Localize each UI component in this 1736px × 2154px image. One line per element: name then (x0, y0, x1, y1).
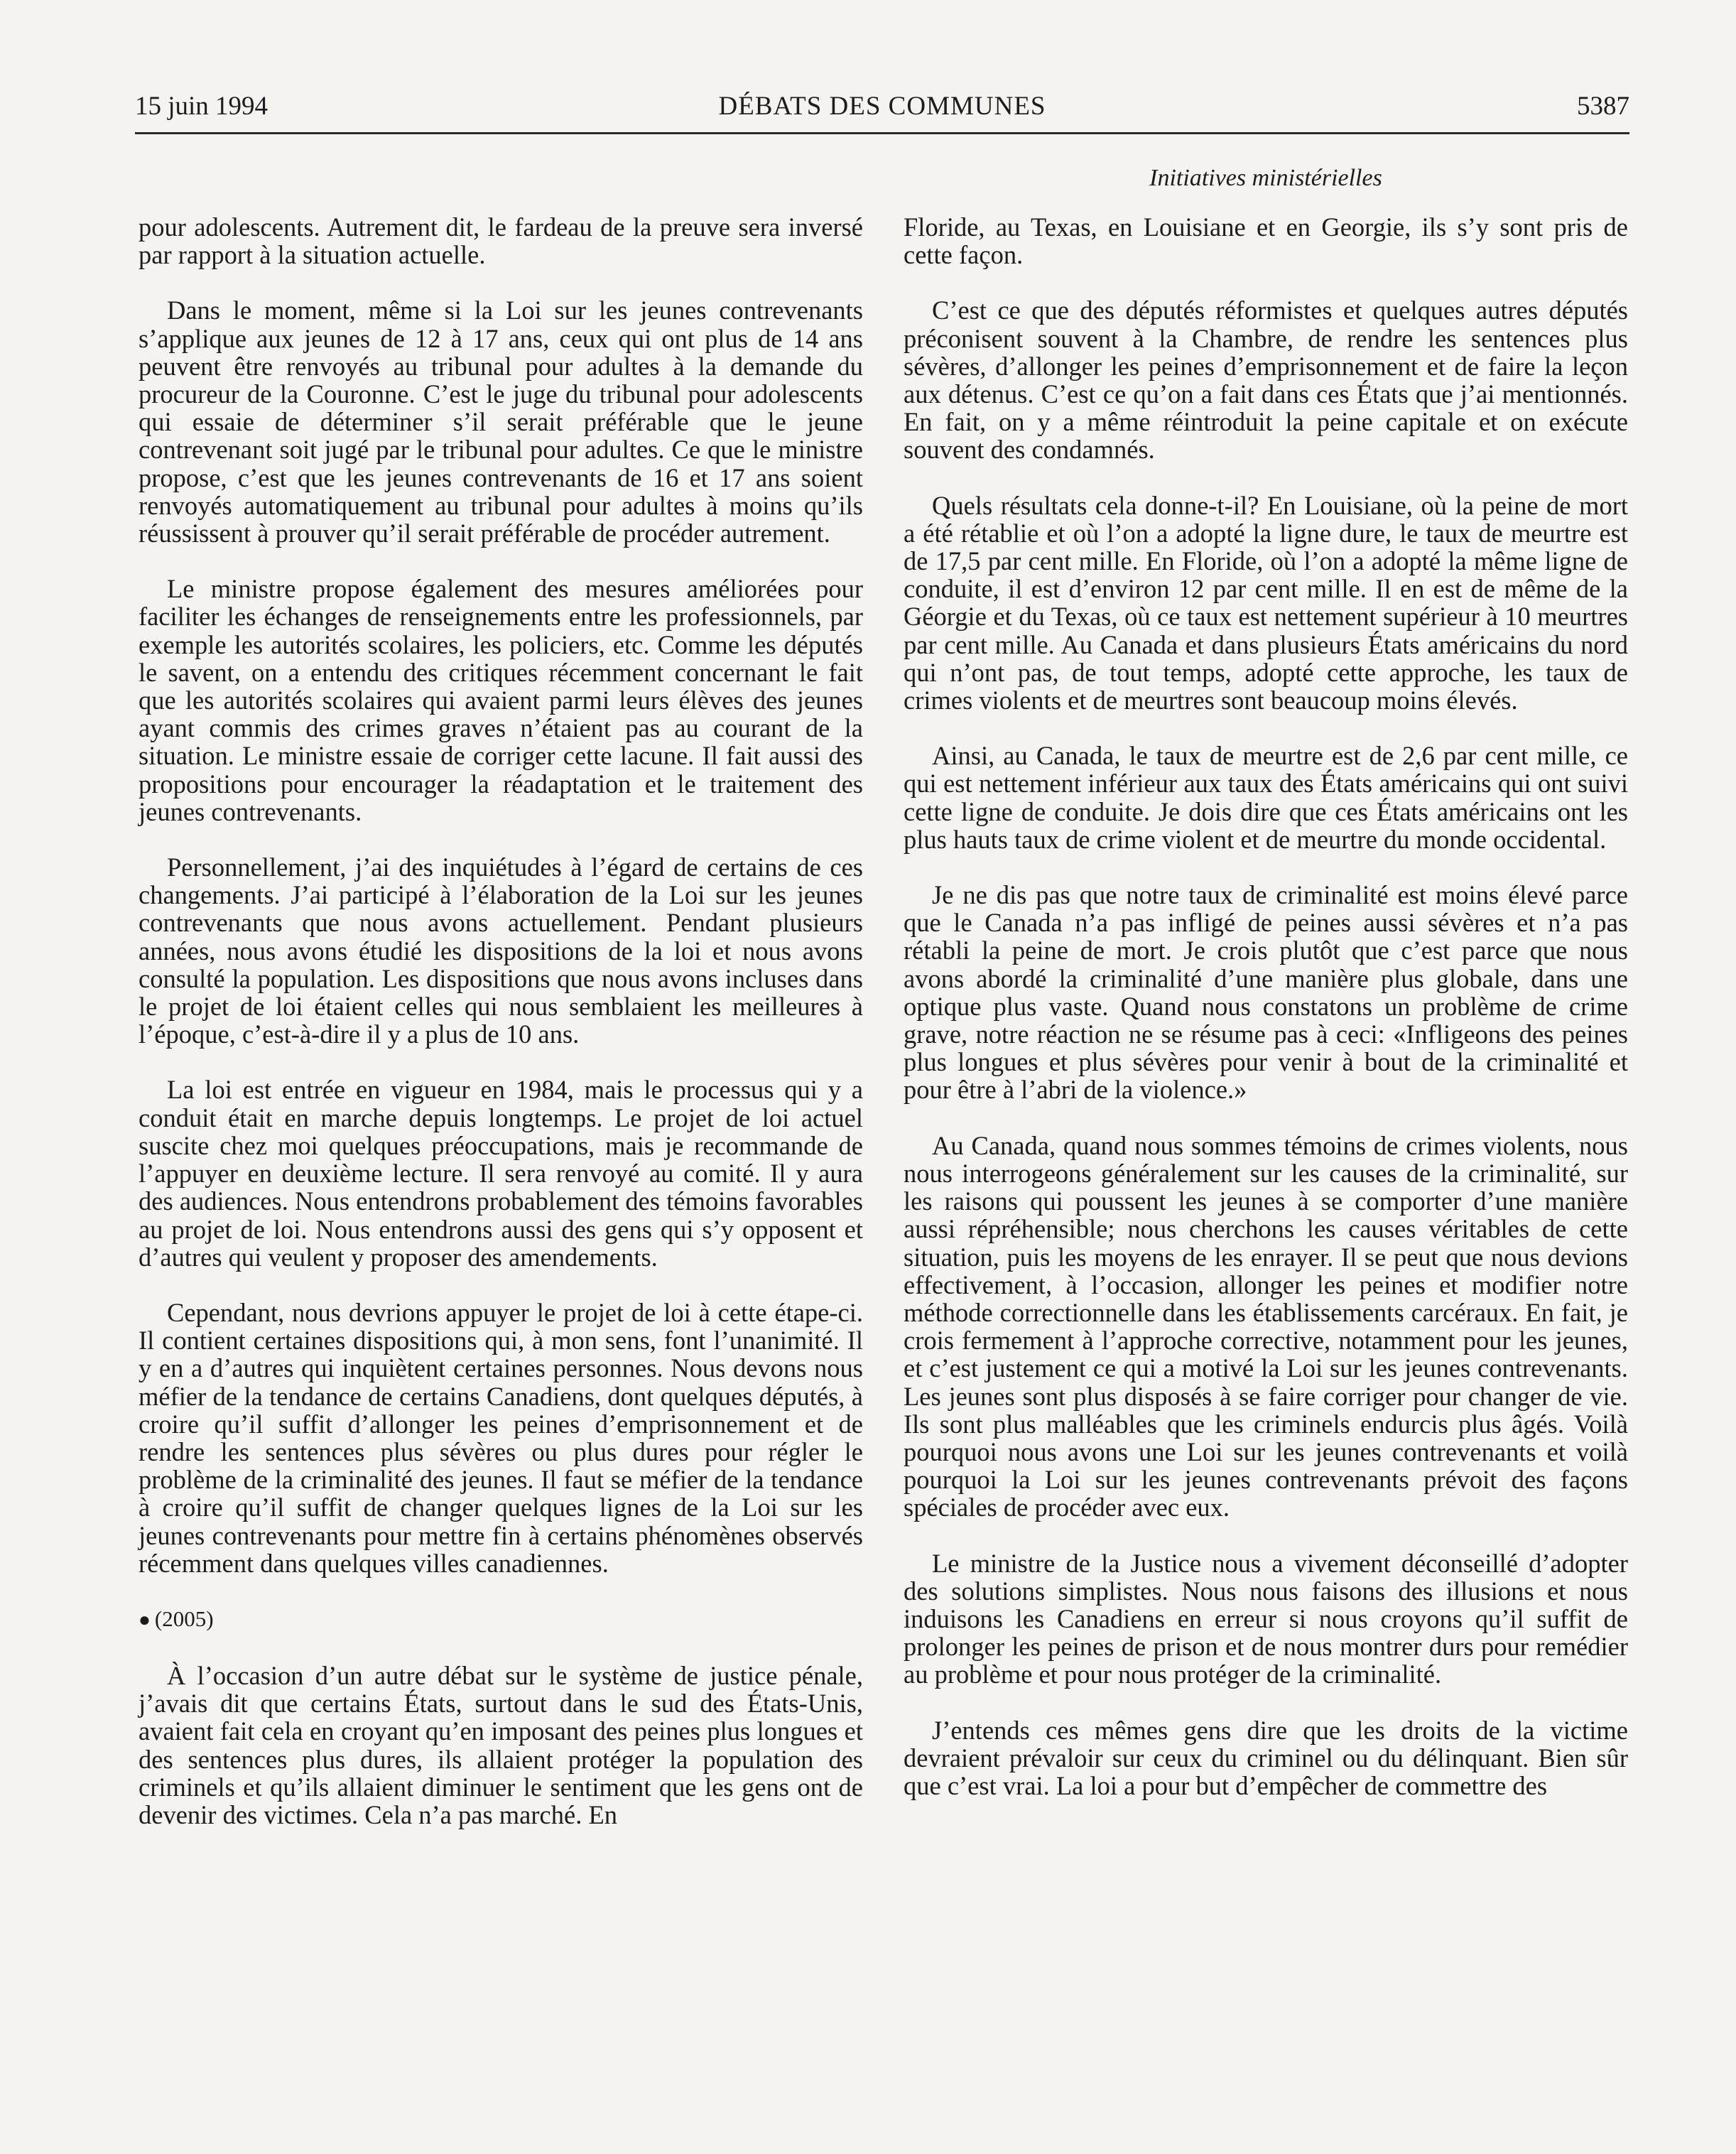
right-column (904, 213, 1628, 1827)
time-marker (139, 1605, 863, 1634)
paragraph: pour adolescents. Autrement dit, le fardeau de la preuve sera inversé par rapport à la situation actuelle. (139, 212, 863, 270)
header-title: DÉBATS DES COMMUNES (718, 92, 1046, 121)
header-date: 15 juin 1994 (135, 92, 268, 121)
paragraph: Dans le moment, même si la Loi sur les jeunes contrevenants s’applique aux jeunes de 12 à 17 ans, ceux qui ont plus de 14 ans peuvent être renvoyés au tribunal pour adultes à la demande du procureur de la Couronne. C’est le juge du tribunal pour adolescents qui essaie de déterminer s’il serait préférable que le jeune contrevenant soit jugé par le tribunal pour adultes. Ce que le ministre propose, c’est que les jeunes contrevenants de 16 et 17 ans soient renvoyés automatiquement au tribunal pour adultes à moins qu’ils réussissent à prouver qu’il serait préférable de procéder autrement. (139, 296, 863, 548)
paragraph: Ainsi, au Canada, le taux de meurtre est de 2,6 par cent mille, ce qui est nettement inférieur aux taux des États américains qui ont suivi cette ligne de conduite. Je dois dire que ces États américains ont les plus hauts taux de crime violent et de meurtre du monde occidental. (904, 741, 1628, 854)
section-label: Initiatives ministérielles (1149, 165, 1382, 191)
paragraph: Quels résultats cela donne-t-il? En Louisiane, où la peine de mort a été rétablie et où l’on a adopté la ligne dure, le taux de meurtre est de 17,5 par cent mille. En Floride, où l’on a adopté la même ligne de conduite, il est d’environ 12 par cent mille. Il en est de même de la Géorgie et du Texas, où ce taux est nettement supérieur à 10 meurtres par cent mille. Au Canada et dans plusieurs États américains du nord qui n’ont pas, de tout temps, adopté cette approche, les taux de crimes violents et de meurtres sont beaucoup moins élevés. (904, 490, 1628, 715)
header-rule (135, 132, 1629, 134)
paragraph: Je ne dis pas que notre taux de criminalité est moins élevé parce que le Canada n’a pas infligé de peines aussi sévères et n’a pas rétabli la peine de mort. Je crois plutôt que c’est parce que nous avons abordé la criminalité d’une manière plus globale, dans une optique plus vaste. Quand nous constatons un problème de crime grave, notre réaction ne se résume pas à ceci: «Infligeons des peines plus longues et plus sévères pour venir à bout de la criminalité et pour être à l’abri de la violence.» (904, 880, 1628, 1105)
paragraph: Le ministre propose également des mesures améliorées pour faciliter les échanges de renseignements entre les professionnels, par exemple les autorités scolaires, les policiers, etc. Comme les députés le savent, on a entendu des critiques récemment concernant le fait que les autorités scolaires qui avaient parmi leurs élèves des jeunes ayant commis des crimes graves n’étaient pas au courant de la situation. Le ministre essaie de corriger cette lacune. Il fait aussi des propositions pour encourager la réadaptation et le traitement des jeunes contrevenants. (139, 574, 863, 826)
left-column (139, 213, 863, 1856)
paragraph: Le ministre de la Justice nous a vivement déconseillé d’adopter des solutions simplistes. Nous nous faisons des illusions et nous induisons les Canadiens en erreur si nous croyons qu’il suffit de prolonger les peines de prison et de nous montrer durs pour remédier au problème et pour nous protéger de la criminalité. (904, 1548, 1628, 1689)
paragraph: Personnellement, j’ai des inquiétudes à l’égard de certains de ces changements. J’ai participé à l’élaboration de la Loi sur les jeunes contrevenants que nous avons actuellement. Pendant plusieurs années, nous avons étudié les dispositions de la loi et nous avons consulté la population. Les dispositions que nous avons incluses dans le projet de loi étaient celles qui nous semblaient les meilleures à l’époque, c’est-à-dire il y a plus de 10 ans. (139, 853, 863, 1049)
paragraph: Floride, au Texas, en Louisiane et en Georgie, ils s’y sont pris de cette façon. (904, 212, 1628, 270)
paragraph: À l’occasion d’un autre débat sur le système de justice pénale, j’avais dit que certains États, surtout dans le sud des États-Unis, avaient fait cela en croyant qu’en imposant des peines plus longues et des sentences plus dures, ils allaient protéger la population des criminels et qu’ils allaient diminuer le sentiment que les gens ont de devenir des victimes. Cela n’a pas marché. En (139, 1660, 863, 1829)
header-page-number: 5387 (1577, 92, 1629, 121)
paragraph: J’entends ces mêmes gens dire que les droits de la victime devraient prévaloir sur ceux du criminel ou du délinquant. Bien sûr que c’est vrai. La loi a pour but d’empêcher de commettre des (904, 1715, 1628, 1800)
paragraph: Cependant, nous devrions appuyer le projet de loi à cette étape-ci. Il contient certaines dispositions qui, à mon sens, font l’unanimité. Il y en a d’autres qui inquiètent certaines personnes. Nous devons nous méfier de la tendance de certains Canadiens, dont quelques députés, à croire qu’il suffit d’allonger les peines d’emprisonnement et de rendre les sentences plus sévères ou plus dures pour régler le problème de la criminalité des jeunes. Il faut se méfier de la tendance à croire qu’il suffit de changer quelques lignes de la Loi sur les jeunes contrevenants pour mettre fin à certains phénomènes observés récemment dans quelques villes canadiennes. (139, 1297, 863, 1578)
paragraph: C’est ce que des députés réformistes et quelques autres députés préconisent souvent à la Chambre, de rendre les sentences plus sévères, d’allonger les peines d’emprisonnement et de faire la leçon aux détenus. C’est ce qu’on a fait dans ces États que j’ai mentionnés. En fait, on y a même réintroduit la peine capitale et on exécute souvent des condamnés. (904, 296, 1628, 465)
time-marker-text: (2005) (154, 1606, 214, 1631)
page-header (135, 87, 1629, 126)
paragraph: La loi est entrée en vigueur en 1984, mais le processus qui y a conduit était en marche depuis longtemps. Le projet de loi actuel suscite chez moi quelques préoccupations, mais je recommande de l’appuyer en deuxième lecture. Il sera renvoyé au comité. Il y aura des audiences. Nous entendrons probablement des témoins favorables au projet de loi. Nous entendrons aussi des gens qui s’y opposent et d’autres qui veulent y proposer des amendements. (139, 1075, 863, 1272)
paragraph: Au Canada, quand nous sommes témoins de crimes violents, nous nous interrogeons généralement sur les causes de la criminalité, sur les raisons qui poussent les jeunes à se comporter d’une manière aussi répréhensible; nous cherchons les causes véritables de cette situation, puis les moyens de les enrayer. Il se peut que nous devions effectivement, à l’occasion, allonger les peines et modifier notre méthode correctionnelle dans les établissements carcéraux. En fait, je crois fermement à l’approche corrective, notamment pour les jeunes, et c’est justement ce qui a motivé la Loi sur les jeunes contrevenants. Les jeunes sont plus disposés à se faire corriger pour changer de vie. Ils sont plus malléables que les criminels endurcis plus âgés. Voilà pourquoi nous avons une Loi sur les jeunes contrevenants et voilà pourquoi la Loi sur les jeunes contrevenants prévoit des façons spéciales de procéder avec eux. (904, 1130, 1628, 1522)
bullet-icon: ● (139, 1608, 151, 1631)
